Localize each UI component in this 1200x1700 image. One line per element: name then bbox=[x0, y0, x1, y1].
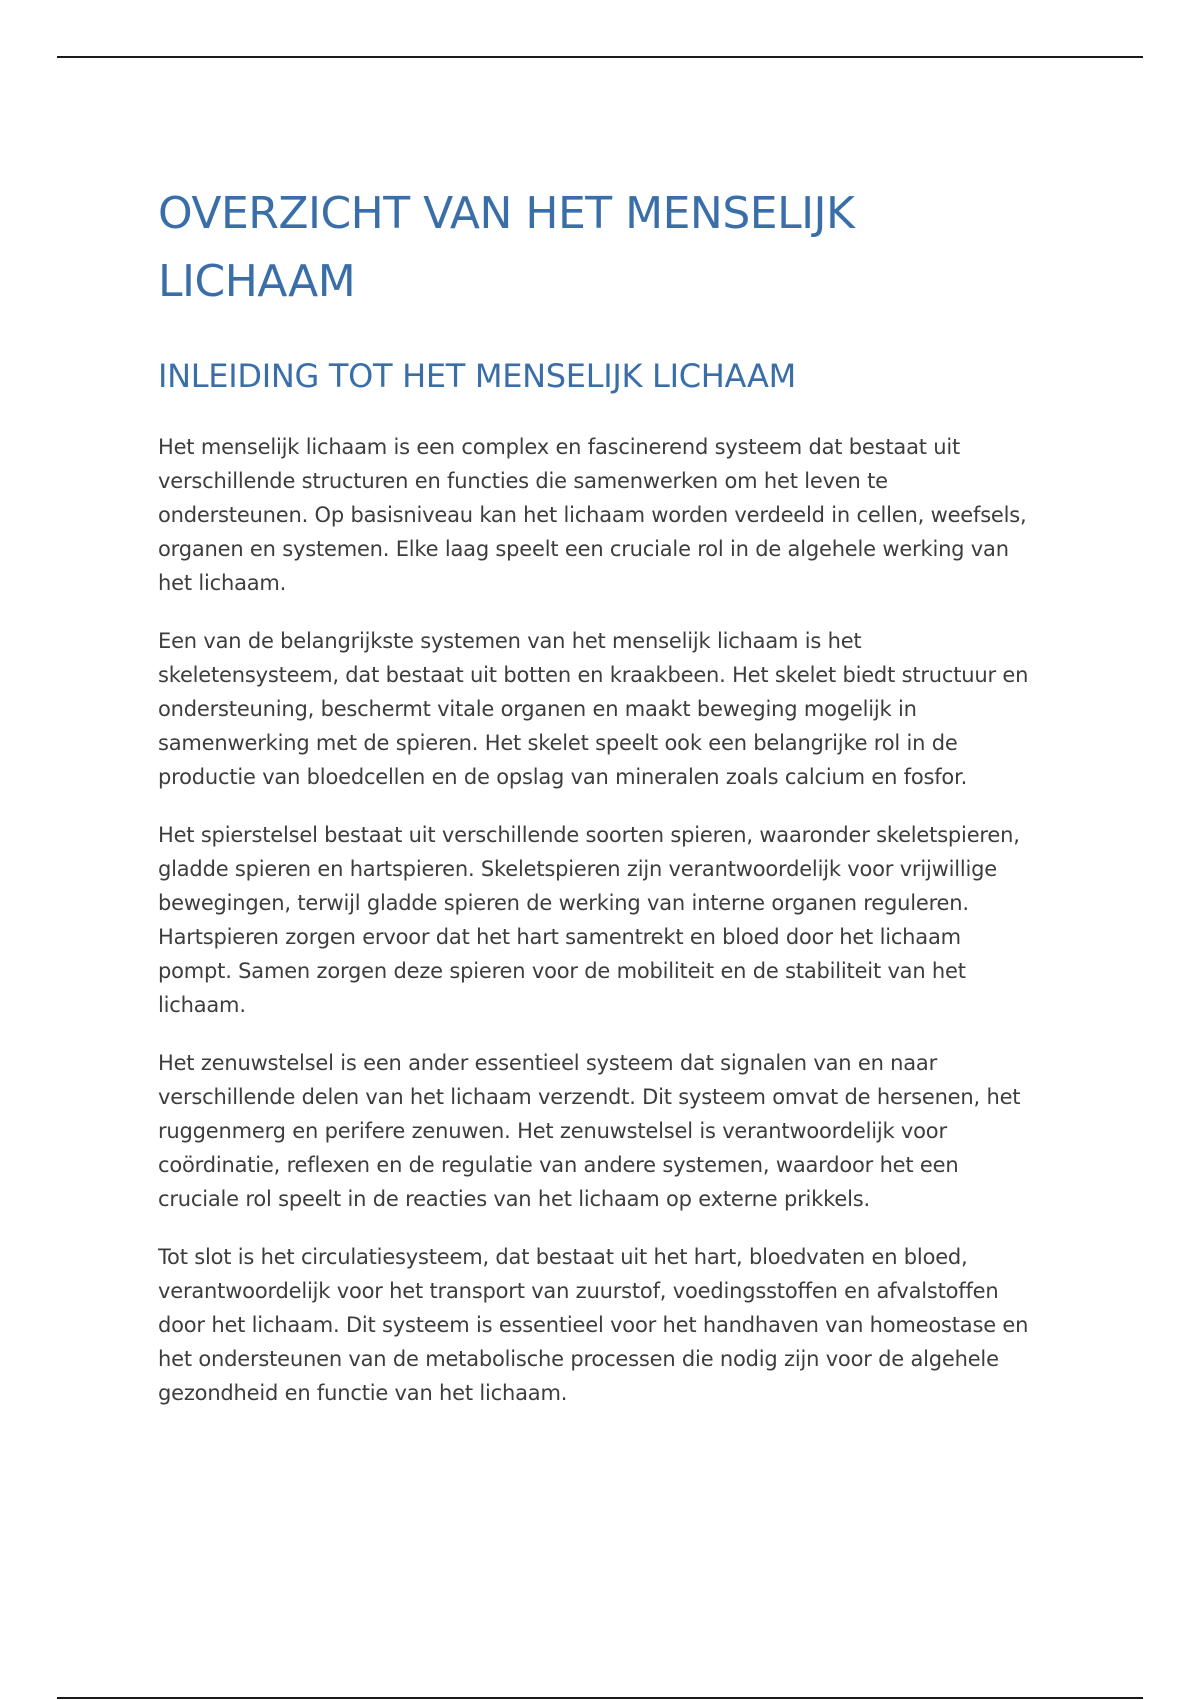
paragraph-intro: Het menselijk lichaam is een complex en fascinerend systeem dat bestaat uit verschillende structuren en functies die samenwerken om het leven te ondersteunen. Op basisniveau kan het lichaam worden verdeeld in cellen, weefsels, organen en systemen. Elke laag speelt een cruciale rol in de algehele werking van het lichaam. bbox=[158, 435, 1027, 595]
paragraph-nervous-system: Het zenuwstelsel is een ander essentieel systeem dat signalen van en naar verschillende delen van het lichaam verzendt. Dit systeem omvat de hersenen, het ruggenmerg en perifere zenuwen. Het zenuwstelsel is verantwoordelijk voor coördinatie, reflexen en de regulatie van andere systemen, waardoor het een cruciale rol speelt in de reacties van het lichaam op externe prikkels. bbox=[158, 1051, 1021, 1211]
paragraph-skeletal-system: Een van de belangrijkste systemen van het menselijk lichaam is het skeletensysteem, dat bestaat uit botten en kraakbeen. Het skelet biedt structuur en ondersteuning, beschermt vitale organen en maakt beweging mogelijk in samenwerking met de spieren. Het skelet speelt ook een belangrijke rol in de productie van bloedcellen en de opslag van mineralen zoals calcium en fosfor. bbox=[158, 629, 1029, 789]
paragraph-circulatory-system: Tot slot is het circulatiesysteem, dat bestaat uit het hart, bloedvaten en bloed, verantwoordelijk voor het transport van zuurstof, voedingsstoffen en afvalstoffen door het lichaam. Dit systeem is essentieel voor het handhaven van homeostase en het ondersteunen van de metabolische processen die nodig zijn voor de algehele gezondheid en functie van het lichaam. bbox=[158, 1245, 1029, 1405]
document-body bbox=[158, 180, 1038, 1410]
paragraph-muscular-system: Het spierstelsel bestaat uit verschillende soorten spieren, waaronder skeletspieren, gladde spieren en hartspieren. Skeletspieren zijn verantwoordelijk voor vrijwillige bewegingen, terwijl gladde spieren de werking van interne organen reguleren. Hartspieren zorgen ervoor dat het hart samentrekt en bloed door het lichaam pompt. Samen zorgen deze spieren voor de mobiliteit en de stabiliteit van het lichaam. bbox=[158, 823, 1020, 1017]
document-title: OVERZICHT VAN HET MENSELIJK LICHAAM bbox=[158, 188, 855, 307]
section-heading: INLEIDING TOT HET MENSELIJK LICHAAM bbox=[158, 357, 796, 395]
footer-rule bbox=[57, 1697, 1143, 1699]
header-rule bbox=[57, 56, 1143, 58]
